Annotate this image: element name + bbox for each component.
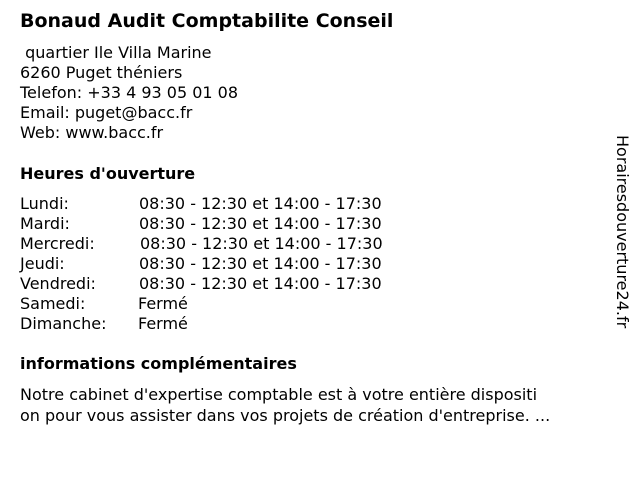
time-value: 08:30 - 12:30 et 14:00 - 17:30 (140, 234, 383, 253)
description-text (20, 384, 620, 426)
description-line: on pour vous assister dans vos projets de création d'entreprise. ... (20, 406, 551, 425)
info-heading: informations complémentaires (20, 354, 297, 373)
time-value: 08:30 - 12:30 et 14:00 - 17:30 (139, 254, 382, 273)
time-value: 08:30 - 12:30 et 14:00 - 17:30 (139, 214, 382, 233)
description-line: Notre cabinet d'expertise comptable est à votre entière dispositi (20, 385, 538, 404)
address-street: quartier Ile Villa Marine (20, 43, 212, 62)
site-watermark: Horairesdouverture24.fr (613, 135, 632, 329)
day-label: Lundi: (20, 194, 69, 213)
time-value: Fermé (138, 314, 188, 333)
email-line: Email: puget@bacc.fr (20, 103, 193, 122)
business-name: Bonaud Audit Comptabilite Conseil (20, 10, 394, 32)
address-block (20, 43, 238, 143)
web-line: Web: www.bacc.fr (20, 123, 164, 142)
day-label: Dimanche: (20, 314, 107, 333)
day-label: Mercredi: (20, 234, 95, 253)
day-label: Mardi: (20, 214, 70, 233)
day-label: Vendredi: (20, 274, 96, 293)
time-value: 08:30 - 12:30 et 14:00 - 17:30 (139, 274, 382, 293)
hours-heading: Heures d'ouverture (20, 164, 196, 183)
phone-line: Telefon: +33 4 93 05 01 08 (20, 83, 239, 102)
time-value: 08:30 - 12:30 et 14:00 - 17:30 (139, 194, 382, 213)
time-value: Fermé (138, 294, 188, 313)
day-label: Jeudi: (20, 254, 65, 273)
address-city: 6260 Puget théniers (20, 63, 183, 82)
day-label: Samedi: (20, 294, 86, 313)
